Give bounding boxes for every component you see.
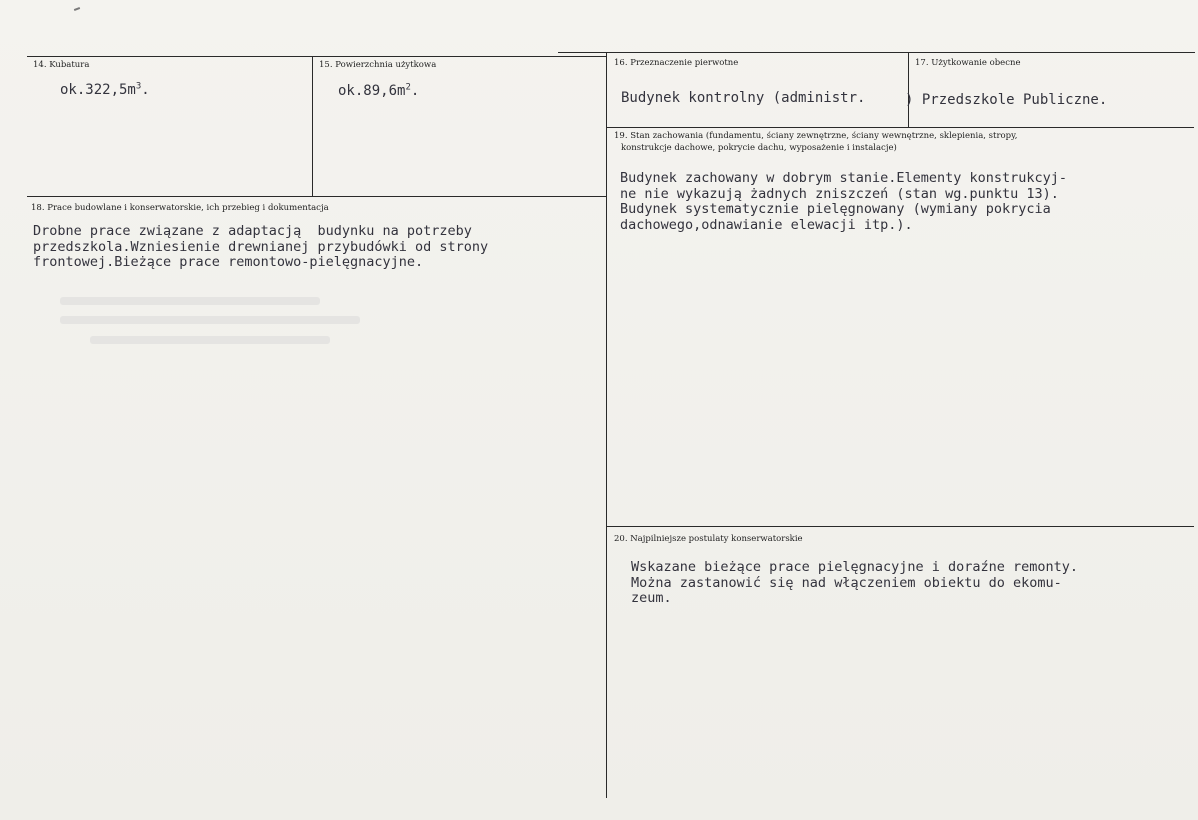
center-divider (606, 53, 607, 798)
stray-pen-mark (74, 7, 80, 11)
top-rule-right (558, 52, 1195, 53)
left-edge (27, 56, 28, 798)
field-18-text (33, 224, 488, 271)
field-18-line: Drobne prace związane z adaptacją budynku na potrzeby (33, 223, 472, 239)
field-17-label: 17. Użytkowanie obecne (915, 58, 1021, 68)
field-14-value: $ok.322,5m^3$. (60, 81, 150, 98)
rule-above-19 (606, 127, 1194, 128)
divider-16-17 (908, 53, 909, 127)
bleed-through-trace (60, 316, 360, 324)
field-16-label: 16. Przeznaczenie pierwotne (614, 58, 739, 68)
field-19-line: Budynek systematycznie pielęgnowany (wymiany pokrycia (620, 201, 1051, 217)
bleed-through-trace (90, 336, 330, 344)
rule-above-20 (606, 526, 1194, 527)
field-19-line: Budynek zachowany w dobrym stanie.Elementy konstrukcyj- (620, 170, 1068, 186)
field-20-line: Wskazane bieżące prace pielęgnacyjne i doraźne remonty. (631, 559, 1079, 575)
rule-above-18 (27, 196, 607, 197)
field-20-label: 20. Najpilniejsze postulaty konserwatorskie (614, 534, 803, 544)
bleed-through-trace (60, 297, 320, 305)
field-19-text (620, 171, 1067, 233)
field-15-label: 15. Powierzchnia użytkowa (319, 60, 437, 70)
field-19-line: ne nie wykazują żadnych zniszczeń (stan wg.punktu 13). (620, 185, 1059, 202)
field-17-value: ) Przedszkole Publiczne. (905, 92, 1108, 108)
divider-14-15 (312, 56, 313, 196)
field-18-label: 18. Prace budowlane i konserwatorskie, ich przebieg i dokumentacja (31, 203, 329, 213)
field-19-label-line1: 19. Stan zachowania (fundamentu, ściany zewnętrzne, ściany wewnętrzne, sklepienia, stropy, (614, 131, 1018, 141)
field-18-line: frontowej.Bieżące prace remontowo-pielęgnacyjne. (33, 254, 424, 270)
field-18-line: przedszkola.Wzniesienie drewnianej przybudówki od strony (33, 238, 489, 255)
field-20-text (631, 560, 1078, 607)
field-20-line: Można zastanowić się nad włączeniem obiektu do ekomu- (631, 574, 1062, 591)
field-15-value: $ok.89,6m^2$. (338, 82, 420, 99)
field-19-line: dachowego,odnawianie elewacji itp.). (620, 216, 913, 233)
top-rule-left (27, 56, 607, 57)
field-14-label: 14. Kubatura (33, 60, 90, 70)
field-19-label-line2: konstrukcje dachowe, pokrycie dachu, wyposażenie i instalacje) (621, 143, 897, 153)
field-16-value: Budynek kontrolny (administr. (621, 90, 866, 106)
field-20-line: zeum. (631, 590, 672, 606)
